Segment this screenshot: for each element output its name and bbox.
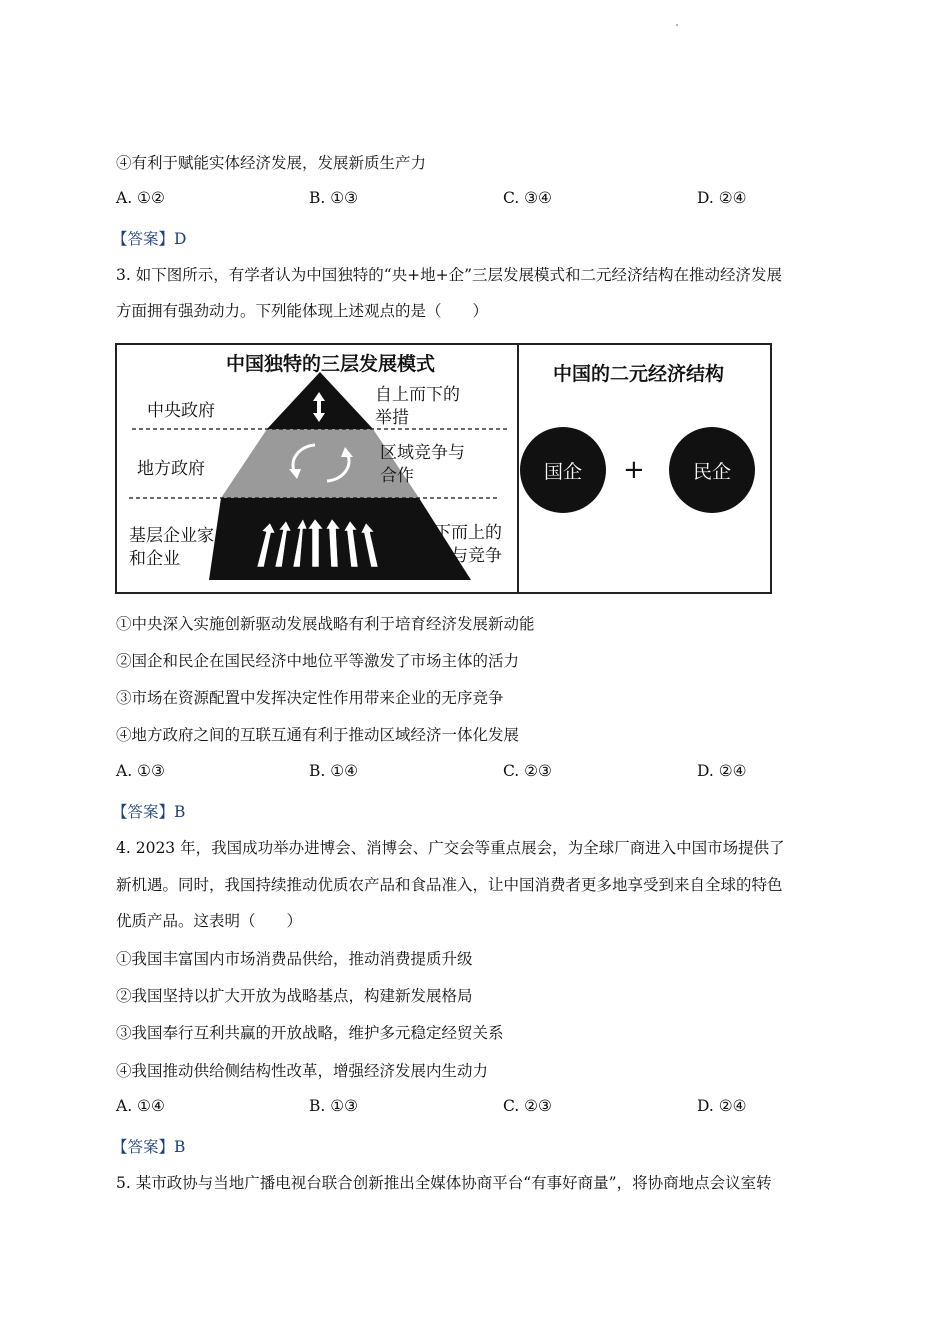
q4-options (116, 1097, 836, 1119)
label-local-government: 地方政府 (137, 459, 205, 479)
answer-label: 【答案】 (112, 803, 175, 821)
label-top-down-line-1: 自上而下的 (375, 385, 460, 405)
label-bottom-up-line-2: 创新与竞争 (417, 546, 502, 566)
plus-sign: + (623, 455, 645, 485)
q3-stem-line-1: 3. 如下图所示，有学者认为中国独特的“央+地+企”三层发展模式和二元经济结构在推动经济发展 (116, 266, 783, 284)
figure-divider (517, 345, 519, 592)
label-regional-line-1: 区域竞争与 (380, 443, 465, 463)
q3-stem-line-2: 方面拥有强劲动力。下列能体现上述观点的是（ ） (116, 302, 489, 320)
q2-item-4: ④有利于赋能实体经济发展，发展新质生产力 (116, 154, 427, 172)
q3-option-c[interactable]: C. ②③ (503, 762, 552, 780)
q4-option-a[interactable]: A. ①④ (116, 1097, 165, 1115)
label-top-down-line-2: 举措 (375, 408, 409, 428)
label-central-government: 中央政府 (147, 401, 215, 421)
scan-speck (676, 24, 678, 26)
q3-options (116, 762, 836, 784)
answer-label: 【答案】 (112, 230, 175, 248)
q4-stem-line-3: 优质产品。这表明（ ） (116, 912, 303, 930)
q5-stem-line-1: 5. 某市政协与当地广播电视台联合创新推出全媒体协商平台“有事好商量”，将协商地点会议室转 (116, 1174, 772, 1192)
q3-item-4: ④地方政府之间的互联互通有利于推动区域经济一体化发展 (116, 726, 520, 744)
label-regional-line-2: 合作 (380, 466, 414, 486)
label-grassroots-line-2: 和企业 (129, 549, 180, 569)
q4-stem-line-1: 4. 2023 年，我国成功举办进博会、消博会、广交会等重点展会，为全球厂商进入中国市场提供了 (116, 839, 785, 857)
q4-item-1: ①我国丰富国内市场消费品供给，推动消费提质升级 (116, 950, 473, 968)
soe-circle: 国企 (520, 427, 606, 513)
right-figure-title: 中国的二元经济结构 (553, 363, 725, 385)
q3-option-a[interactable]: A. ①③ (116, 762, 165, 780)
q3-option-b[interactable]: B. ①④ (309, 762, 359, 780)
q3-item-2: ②国企和民企在国民经济中地位平等激发了市场主体的活力 (116, 652, 520, 670)
q3-figure (115, 343, 772, 594)
q2-answer (112, 227, 186, 249)
q4-item-3: ③我国奉行互利共赢的开放战略，维护多元稳定经贸关系 (116, 1024, 504, 1042)
q4-option-c[interactable]: C. ②③ (503, 1097, 552, 1115)
q2-option-c[interactable]: C. ③④ (503, 189, 552, 207)
q3-item-3: ③市场在资源配置中发挥决定性作用带来企业的无序竞争 (116, 689, 504, 707)
q4-answer (112, 1135, 185, 1157)
label-grassroots-line-1: 基层企业家 (129, 526, 214, 546)
q2-option-a[interactable]: A. ①② (116, 189, 165, 207)
answer-value: B (174, 803, 186, 821)
left-figure-title: 中国独特的三层发展模式 (226, 353, 436, 375)
q3-item-1: ①中央深入实施创新驱动发展战略有利于培育经济发展新动能 (116, 615, 535, 633)
q3-answer (112, 800, 185, 822)
q2-option-b[interactable]: B. ①③ (309, 189, 359, 207)
answer-value: D (174, 230, 187, 248)
private-enterprise-circle: 民企 (669, 427, 755, 513)
q4-stem-line-2: 新机遇。同时，我国持续推动优质农产品和食品准入，让中国消费者更多地享受到来自全球的特色 (116, 876, 783, 894)
q2-option-d[interactable]: D. ②④ (697, 189, 747, 207)
answer-label: 【答案】 (112, 1138, 175, 1156)
label-bottom-up-line-1: 自下而上的 (417, 523, 502, 543)
q3-option-d[interactable]: D. ②④ (697, 762, 747, 780)
q4-item-2: ②我国坚持以扩大开放为战略基点，构建新发展格局 (116, 987, 473, 1005)
q4-option-b[interactable]: B. ①③ (309, 1097, 359, 1115)
q2-options (116, 189, 836, 211)
q4-item-4: ④我国推动供给侧结构性改革，增强经济发展内生动力 (116, 1062, 489, 1080)
answer-value: B (174, 1138, 186, 1156)
q4-option-d[interactable]: D. ②④ (697, 1097, 747, 1115)
